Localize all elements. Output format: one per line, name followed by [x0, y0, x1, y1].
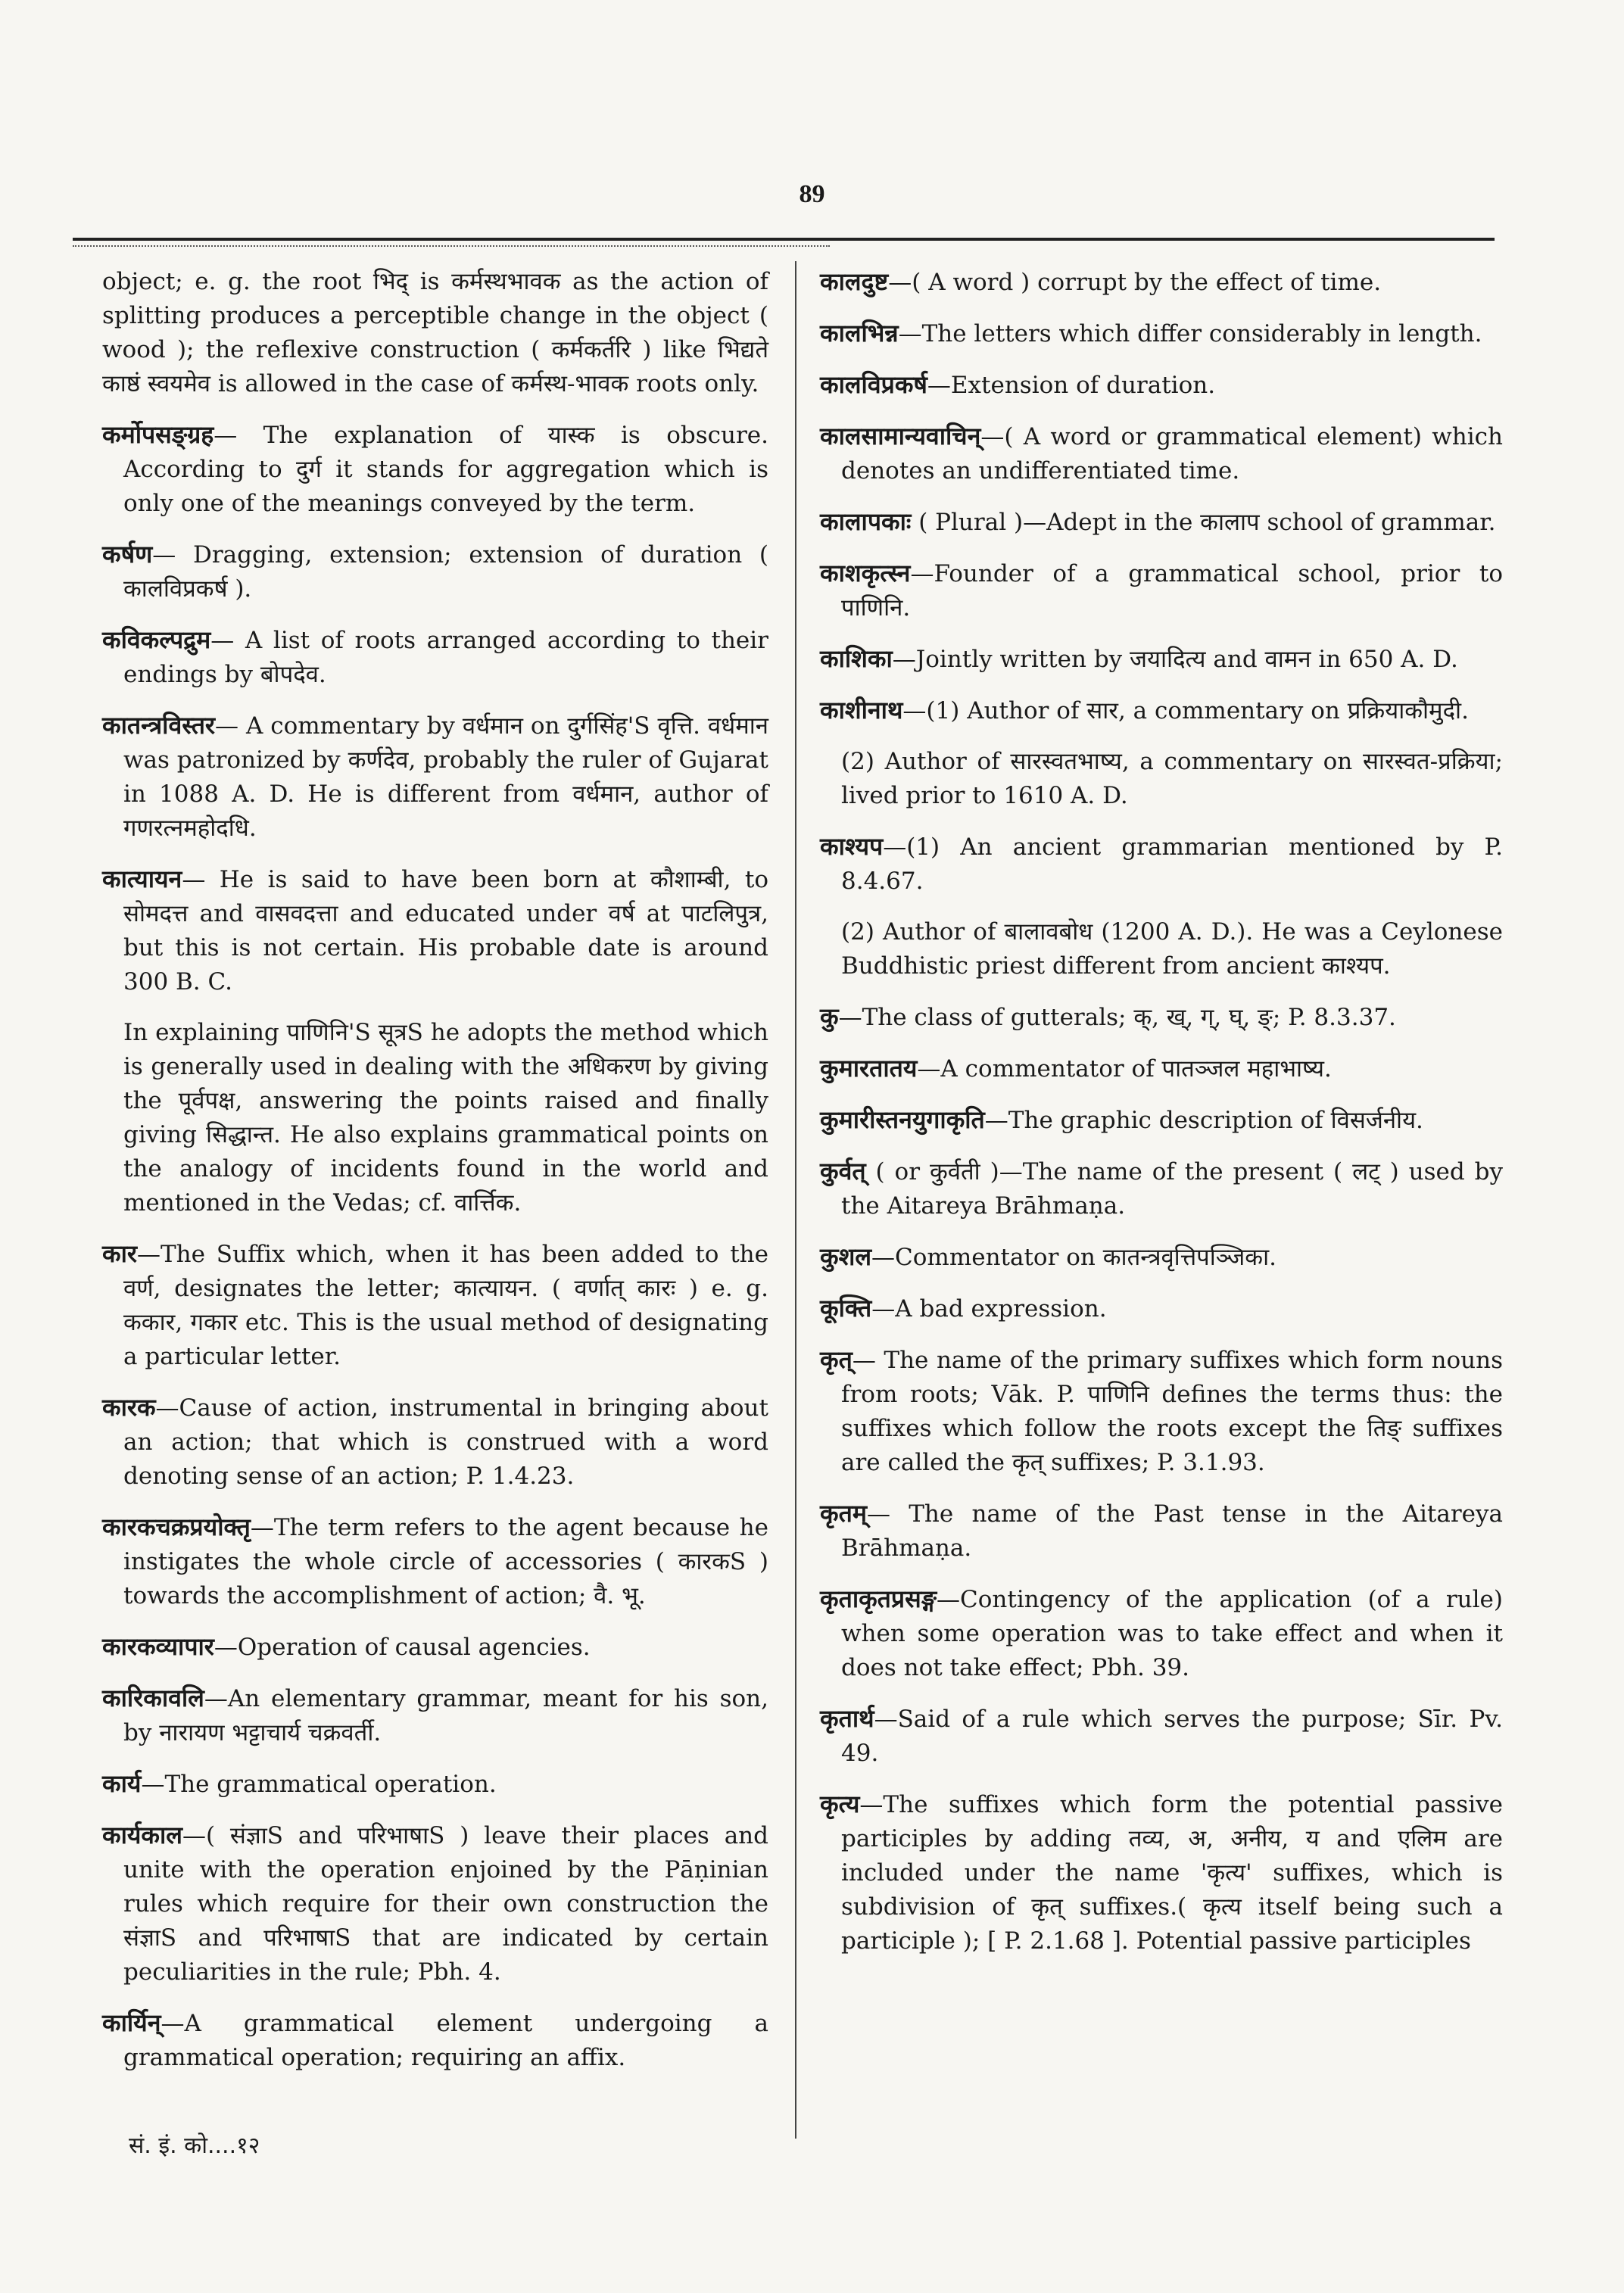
- header-dotted-rule: [73, 245, 830, 247]
- entry-headword: कुशल: [820, 1242, 872, 1271]
- entry-definition: — Dragging, extension; extension of duration ( कालविप्रकर्ष ).: [123, 541, 768, 603]
- dictionary-entry: [102, 1818, 768, 1989]
- page-number: 89: [799, 180, 825, 208]
- entry-definition: —The Suffix which, when it has been added to the वर्ण, designates the letter; कात्यायन. ( वर्णात् कारः ) e. g. ककार, गकार etc. This is the usual method of designating a particular letter.: [123, 1241, 768, 1370]
- dictionary-entry: [820, 316, 1503, 351]
- entry-definition: —(1) An ancient grammarian mentioned by P. 8.4.67.: [841, 833, 1503, 895]
- entry-headword: काशकृत्स्न: [820, 559, 911, 587]
- entry-headword: कार्यकाल: [102, 1821, 182, 1849]
- entry-definition: —An elementary grammar, meant for his son, by नारायण भट्टाचार्य चक्रवर्ती.: [123, 1685, 768, 1746]
- dictionary-entry: [820, 830, 1503, 899]
- dictionary-entry: [102, 1681, 768, 1750]
- entry-headword: कारिकावलि: [102, 1684, 204, 1712]
- dictionary-entry: [820, 1343, 1503, 1480]
- entry-definition: —The term refers to the agent because he instigates the whole circle of accessories ( कारकS ) towards the accomplishment of action; वै. भू.: [123, 1514, 768, 1609]
- dictionary-entry: [820, 1154, 1503, 1223]
- entry-headword: काशिका: [820, 644, 893, 673]
- entry-headword: कालापकाः: [820, 507, 912, 536]
- dictionary-entry: [820, 265, 1503, 300]
- entry-definition: —Jointly written by जयादित्य and वामन in 650 A. D.: [892, 646, 1458, 673]
- dictionary-entry: [102, 1630, 768, 1665]
- entry-headword: कृताकृतप्रसङ्ग: [820, 1584, 937, 1613]
- entry-headword: कार्यिन्: [102, 2008, 161, 2037]
- dictionary-entry: [820, 1000, 1503, 1035]
- entry-headword: कालविप्रकर्ष: [820, 370, 927, 399]
- dictionary-entry: [102, 2006, 768, 2075]
- dictionary-entry: [820, 693, 1503, 728]
- dictionary-entry: [820, 419, 1503, 488]
- entry-headword: कारकचक्रप्रयोक्तृ: [102, 1513, 251, 1541]
- entry-definition: — The name of the primary suffixes which form nouns from roots; Vāk. P. पाणिनि defines the terms thus: the suffixes which follow the roots except the तिङ् suffixes are called the कृत् suffixes; P. 3.1.93.: [841, 1347, 1503, 1476]
- dictionary-entry: [102, 1237, 768, 1374]
- entry-definition: — A list of roots arranged according to their endings by बोपदेव.: [123, 627, 768, 688]
- entry-headword: कात्यायन: [102, 865, 182, 893]
- column-divider: [795, 261, 796, 2139]
- entry-headword: कृतार्थ: [820, 1704, 874, 1733]
- entry-headword: कालसामान्यवाचिन्: [820, 422, 981, 450]
- dictionary-entry: [820, 1051, 1503, 1086]
- entry-definition: —(1) Author of सार, a commentary on प्रक्रियाकौमुदी.: [902, 697, 1469, 724]
- dictionary-entry: [820, 1103, 1503, 1138]
- entry-definition: —The letters which differ considerably in length.: [898, 320, 1482, 347]
- entry-definition: — A commentary by वर्धमान on दुर्गसिंह'S वृत्ति. वर्धमान was patronized by कर्णदेव, probably the ruler of Gujarat in 1088 A. D. He is different from वर्धमान, author of गणरत्नमहोदधि.: [123, 712, 768, 842]
- entry-definition: — The name of the Past tense in the Aitareya Brāhmaṇa.: [841, 1500, 1503, 1562]
- entry-headword: कातन्त्रविस्तर: [102, 711, 216, 740]
- dictionary-entry: [102, 623, 768, 692]
- dictionary-entry: [102, 862, 768, 999]
- entry-definition: —( A word ) corrupt by the effect of time.: [888, 269, 1382, 296]
- entry-definition: —Extension of duration.: [927, 372, 1216, 399]
- entry-definition: —Founder of a grammatical school, prior to पाणिनि.: [841, 560, 1503, 622]
- right-column: [820, 265, 1503, 1975]
- dictionary-entry: [820, 1582, 1503, 1685]
- dictionary-entry: [102, 709, 768, 846]
- entry-paragraph: (2) Author of बालावबोध (1200 A. D.). He was a Ceylonese Buddhistic priest different from ancient काश्यप.: [841, 918, 1503, 980]
- entry-paragraph: (2) Author of सारस्वतभाष्य, a commentary on सारस्वत-प्रक्रिया; lived prior to 1610 A. D.: [841, 748, 1503, 809]
- dictionary-entry: [102, 418, 768, 521]
- entry-definition: —The graphic description of विसर्जनीय.: [984, 1107, 1423, 1134]
- dictionary-entry: [820, 1240, 1503, 1275]
- entry-definition: —Said of a rule which serves the purpose; Sīr. Pv. 49.: [841, 1706, 1503, 1767]
- entry-definition: —The grammatical operation.: [141, 1771, 497, 1798]
- dictionary-entry: [820, 1702, 1503, 1771]
- entry-definition: —( A word or grammatical element) which denotes an undifferentiated time.: [841, 423, 1503, 484]
- entry-definition: —Operation of causal agencies.: [214, 1634, 591, 1661]
- dictionary-entry: [820, 1497, 1503, 1566]
- entry-definition: ( Plural )—Adept in the कालाप school of grammar.: [911, 509, 1496, 536]
- dictionary-entry: [102, 1510, 768, 1613]
- entry-definition: —Commentator on कातन्त्रवृत्तिपञ्जिका.: [871, 1244, 1276, 1271]
- entry-definition: — He is said to have been born at कौशाम्बी, to सोमदत्त and वासवदत्ता and educated under वर्ष at पाटलिपुत्र, but this is not certain. His probable date is around 300 B. C.: [123, 866, 768, 995]
- dictionary-entry: [820, 368, 1503, 403]
- entry-headword: कालदुष्ट: [820, 267, 889, 296]
- entry-headword: कृत्: [820, 1345, 853, 1374]
- entry-headword: कुमारीस्तनयुगाकृति: [820, 1105, 985, 1134]
- dictionary-entry: [102, 537, 768, 606]
- entry-headword: कर्षण: [102, 540, 153, 569]
- entry-definition: —Contingency of the application (of a rule) when some operation was to take effect and when it does not take effect; Pbh. 39.: [841, 1586, 1503, 1681]
- entry-headword: काश्यप: [820, 832, 884, 861]
- dictionary-entry: [820, 556, 1503, 625]
- footer-signature: सं. इं. को....१२: [129, 2133, 260, 2159]
- dictionary-entry: [820, 1291, 1503, 1326]
- entry-headword: कारकव्यापार: [102, 1632, 214, 1661]
- entry-headword: कूक्ति: [820, 1294, 872, 1323]
- entry-headword: कविकल्पद्रुम: [102, 625, 211, 654]
- entry-headword: कुमारतातय: [820, 1054, 918, 1083]
- entry-headword: कुर्वत्: [820, 1157, 866, 1185]
- dictionary-entry: [820, 505, 1503, 540]
- entry-paragraph: In explaining पाणिनि'S सूत्रS he adopts the method which is generally used in dealing with the अधिकरण by giving the पूर्वपक्ष, answering the points raised and finally giving सिद्धान्त. He also explains grammatical points on the analogy of incidents found in the world and mentioned in the Vedas; cf. वार्त्तिक.: [123, 1019, 768, 1217]
- entry-definition: ( or कुर्वती )—The name of the present ( लट् ) used by the Aitareya Brāhmaṇa.: [841, 1158, 1503, 1220]
- entry-headword: कालभिन्न: [820, 319, 899, 347]
- dictionary-entry: [820, 1787, 1503, 1958]
- entry-definition: — The explanation of यास्क is obscure. According to दुर्ग it stands for aggregation which is only one of the meanings conveyed by the term.: [123, 422, 768, 517]
- entry-headword: कु: [820, 1002, 839, 1031]
- entry-headword: कारक: [102, 1393, 156, 1422]
- entry-headword: कृत्य: [820, 1790, 860, 1818]
- entry-definition: —The suffixes which form the potential passive participles by adding तव्य, अ, अनीय, य and एलिम are included under the name 'कृत्य' suffixes, which is subdivision of कृत् suffixes.( कृत्य itself being such a participle ); [ P. 2.1.68 ]. Potential passive participles: [841, 1791, 1503, 1955]
- entry-definition: —The class of gutterals; क्, ख्, ग्, घ्, ङ्; P. 8.3.37.: [838, 1004, 1396, 1031]
- dictionary-entry: [102, 1767, 768, 1802]
- entry-definition: —A commentator of पातञ्जल महाभाष्य.: [917, 1055, 1332, 1083]
- left-column: [102, 265, 768, 2092]
- entry-definition: —Cause of action, instrumental in bringing about an action; that which is construed with a word denoting sense of an action; P. 1.4.23.: [123, 1394, 768, 1490]
- entry-headword: कर्मोपसङ्ग्रह: [102, 420, 214, 449]
- dictionary-entry: [820, 642, 1503, 677]
- dictionary-entry: [102, 1391, 768, 1494]
- entry-headword: कृतम्: [820, 1499, 867, 1528]
- entry-headword: कार: [102, 1239, 137, 1268]
- header-rule: [73, 238, 1495, 241]
- entry-continuation: object; e. g. the root भिद् is कर्मस्थभावक as the action of splitting produces a perceptible change in the object ( wood ); the reflexive construction ( कर्मकर्तरि ) like भिद्यते काष्ठं स्वयमेव is allowed in the case of कर्मस्थ-भावक roots only.: [102, 268, 768, 397]
- entry-headword: काशीनाथ: [820, 696, 903, 724]
- entry-definition: —A grammatical element undergoing a grammatical operation; requiring an affix.: [123, 2010, 768, 2071]
- entry-definition: —A bad expression.: [871, 1295, 1107, 1323]
- entry-headword: कार्य: [102, 1769, 142, 1798]
- entry-definition: —( संज्ञाS and परिभाषाS ) leave their places and unite with the operation enjoined by the Pāṇinian rules which require for their own construction the संज्ञाS and परिभाषाS that are indicated by certain peculiarities in the rule; Pbh. 4.: [123, 1822, 768, 1986]
